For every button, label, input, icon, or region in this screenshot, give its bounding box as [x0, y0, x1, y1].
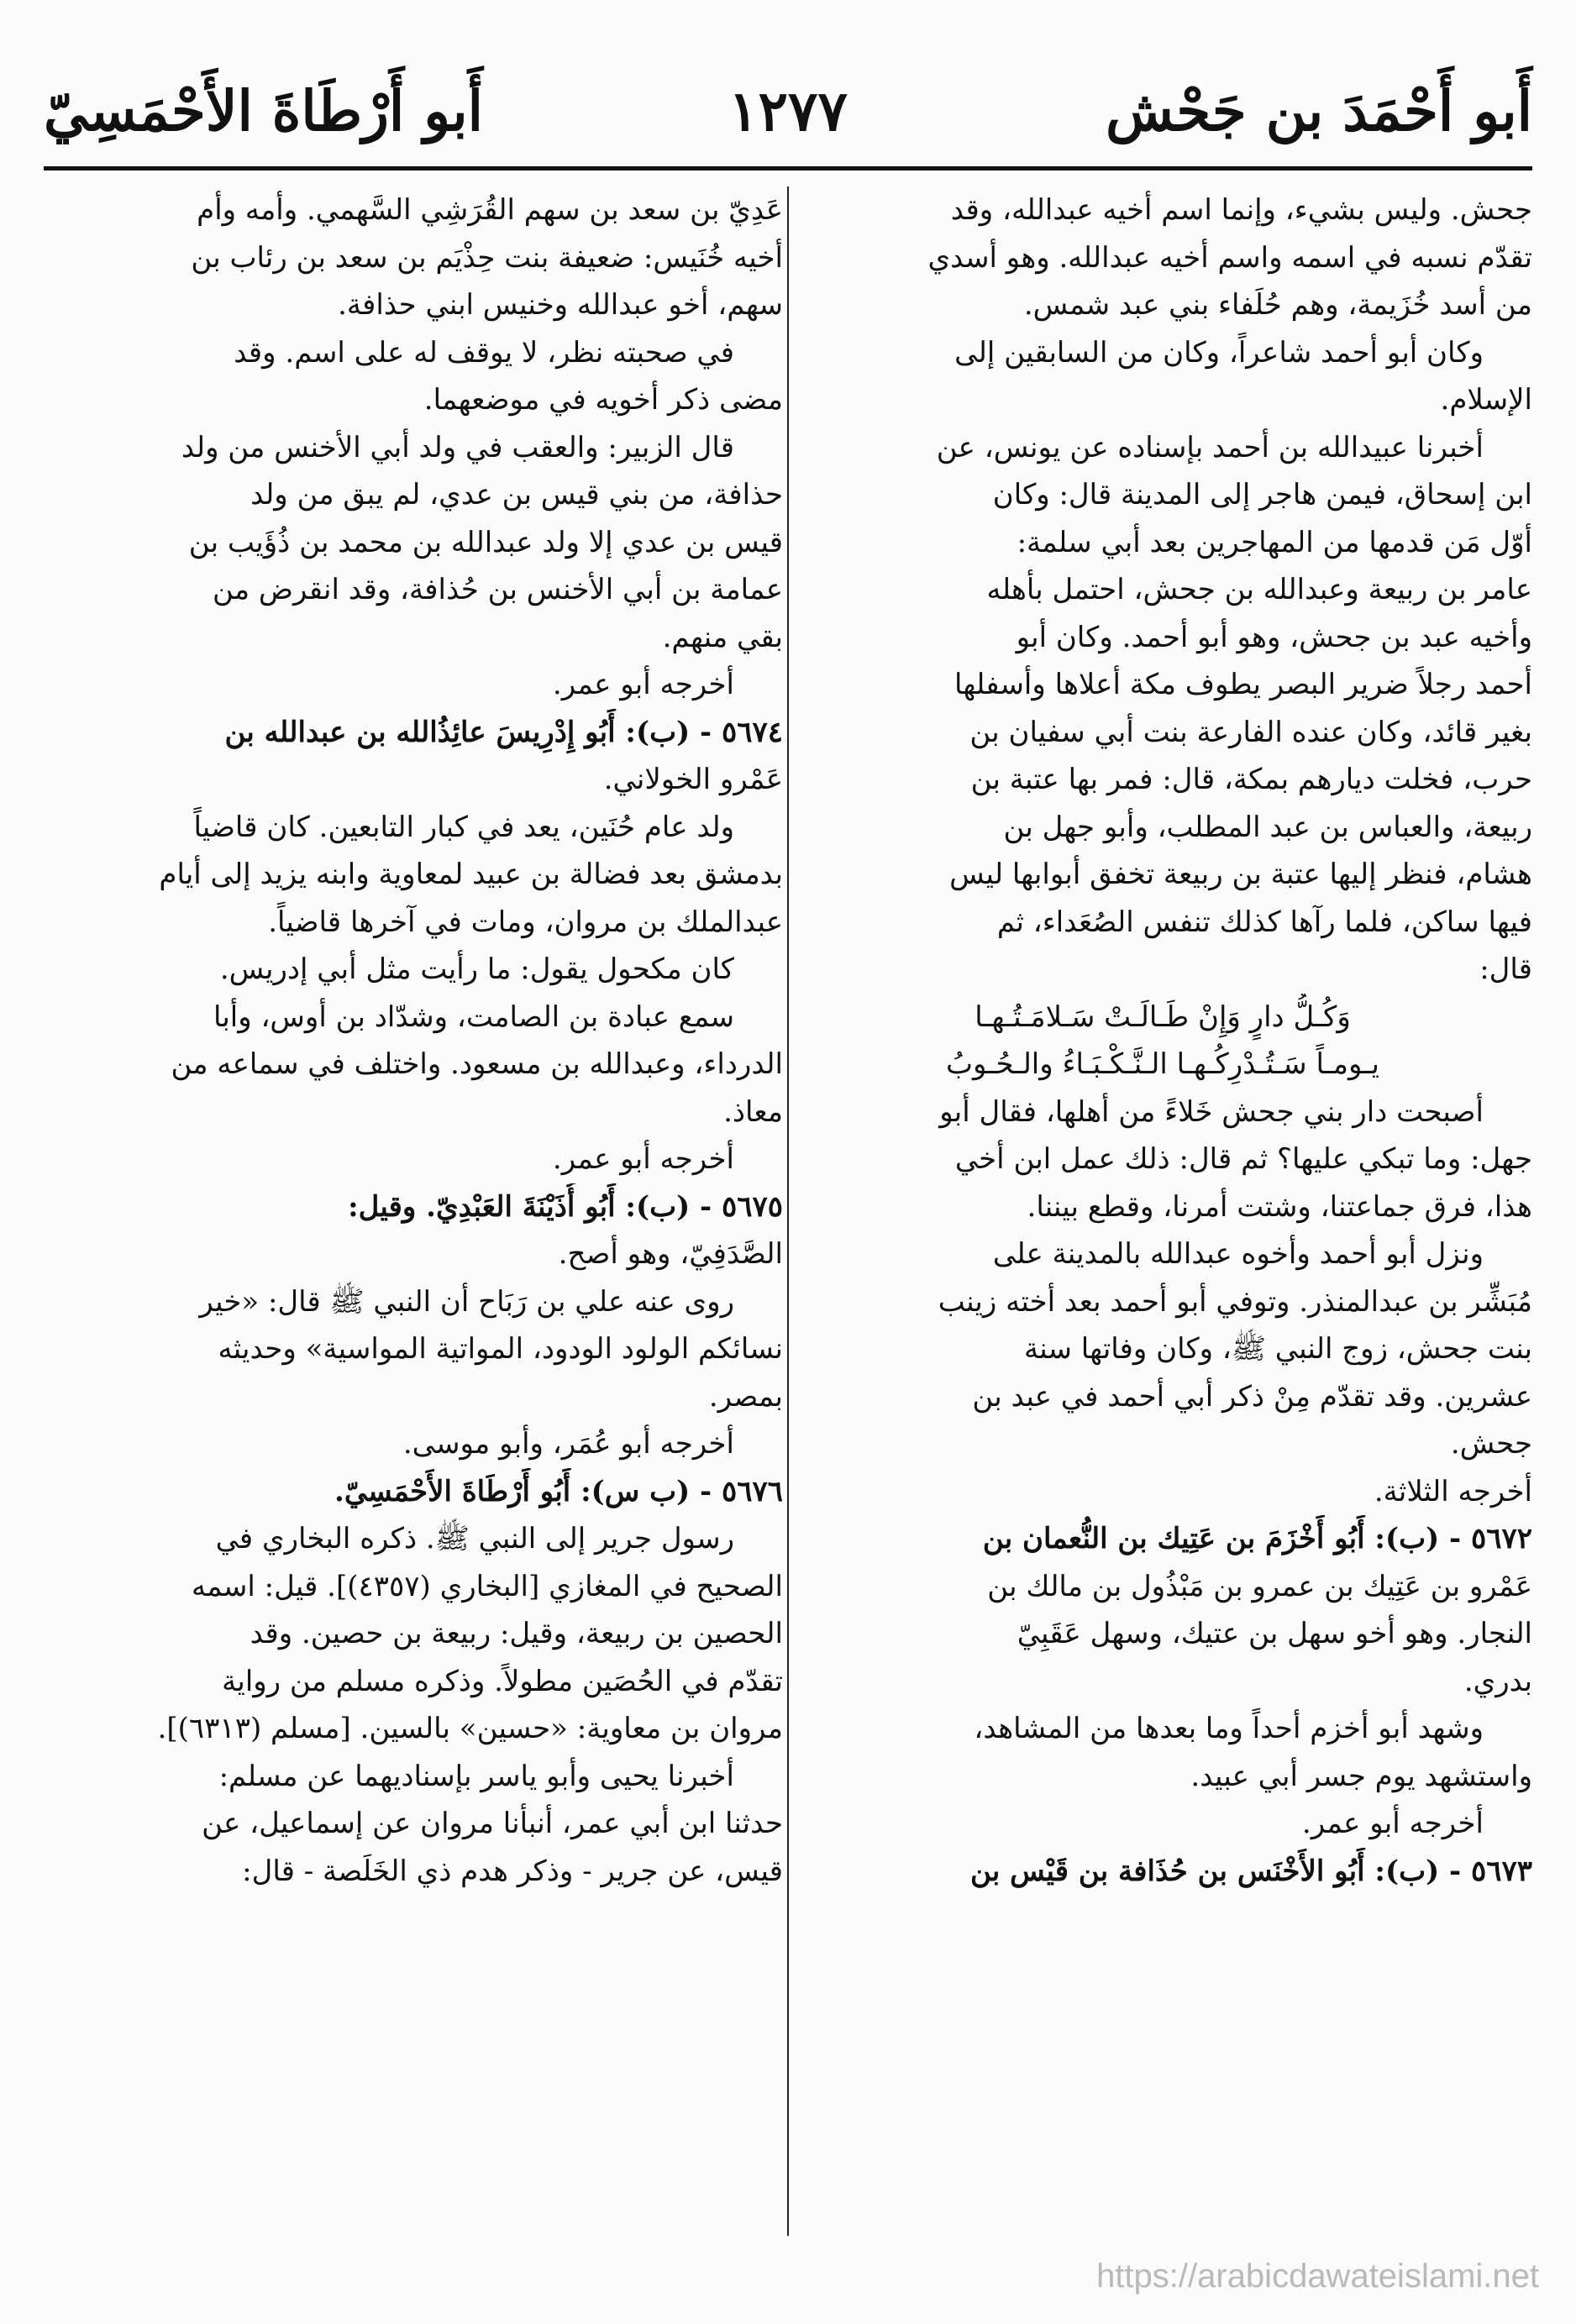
- entry-heading: ٥٦٧٦ - (ب س): أَبُو أَرْطَاةَ الأَحْمَسِيّ.: [334, 1474, 783, 1508]
- text-line: عَمْرو الخولاني.: [603, 763, 783, 796]
- text-line: ابن إسحاق، فيمن هاجر إلى المدينة قال: وكان: [992, 478, 1532, 511]
- text-line: قال الزبير: والعقب في ولد أبي الأخنس من ولد: [181, 430, 734, 464]
- right-text-column: [793, 186, 1532, 2248]
- text-line: نسائكم الولود الودود، المواتية المواسية» وحديثه: [218, 1332, 783, 1366]
- text-line: ونزل أبو أحمد وأخوه عبدالله بالمدينة على: [992, 1237, 1484, 1271]
- text-line: أخرجه أبو عمر.: [552, 668, 734, 701]
- entry-heading: ٥٦٧٢ - (ب): أَبُو أَخْزَمَ بن عَتِيك بن النُّعمان بن: [982, 1522, 1532, 1555]
- running-title-right: أَبو أَحْمَدَ بن جَحْش: [1106, 78, 1532, 144]
- text-line: هشام، فنظر إليها عتبة بن ربيعة تخفق أبوابها ليس: [949, 858, 1532, 891]
- text-line: تقدّم في الحُصَين مطولاً. وذكره مسلم من رواية: [222, 1664, 783, 1698]
- text-line: حرب، فخلت ديارهم بمكة، قال: فمر بها عتبة بن: [970, 763, 1532, 796]
- text-line: في صحبته نظر، لا يوقف له على اسم. وقد: [234, 335, 734, 370]
- text-line: أخرجه أبو عمر.: [1301, 1807, 1484, 1840]
- text-line: أخرجه أبو عُمَر، وأبو موسى.: [402, 1427, 734, 1461]
- text-line: جهل: وما تبكي عليها؟ ثم قال: ذلك عمل ابن أخي: [954, 1142, 1532, 1176]
- entry-heading: ٥٦٧٤ - (ب): أَبُو إِدْرِيسَ عائِذُالله بن عبدالله بن: [224, 715, 783, 749]
- text-line: بدمشق بعد فضالة بن عبيد لمعاوية وابنه يزيد إلى أيام: [159, 858, 783, 891]
- text-line: ربيعة، والعباس بن عبد المطلب، وأبو جهل بن: [1003, 810, 1532, 844]
- text-line: أخرجه أبو عمر.: [552, 1142, 734, 1176]
- text-line: أخبرنا يحيى وأبو ياسر بإسناديهما عن مسلم:: [218, 1759, 734, 1793]
- page-number: ١٢٧٧: [728, 78, 848, 144]
- entry-heading: ٥٦٧٣ - (ب): أَبُو الأَخْنَس بن حُذَافة بن قَيْس بن: [969, 1854, 1532, 1888]
- text-line: الصَّدَفِيّ، وهو أصح.: [558, 1237, 783, 1271]
- text-line: الدرداء، وعبدالله بن مسعود. واختلف في سماعه من: [171, 1047, 783, 1081]
- text-line: أخيه خُنَيس: ضعيفة بنت حِذْيَم بن سعد بن رئاب بن: [191, 240, 783, 275]
- text-line: عَدِيّ بن سعد بن سهم القُرَشِي السَّهمي. وأمه وأم: [197, 193, 783, 227]
- text-line: عبدالملك بن مروان، ومات في آخرها قاضياً.: [268, 905, 783, 939]
- text-line: حدثنا ابن أبي عمر، أنبأنا مروان عن إسماعيل، عن: [202, 1807, 783, 1840]
- text-line: فيها ساكن، فلما رآها كذلك تنفس الصُعَداء، ثم: [996, 905, 1532, 939]
- text-line: سمع عبادة بن الصامت، وشدّاد بن أوس، وأبا: [213, 999, 734, 1034]
- running-title-left: أَبو أَرْطَاةَ الأَحْمَسِيّ: [44, 78, 484, 144]
- text-line: كان مكحول يقول: ما رأيت مثل أبي إدريس.: [219, 952, 734, 986]
- text-line: جحش. وليس بشيء، وإنما اسم أخيه عبدالله، وقد: [950, 193, 1532, 227]
- text-line: أحمد رجلاً ضرير البصر يطوف مكة أعلاها وأسفلها: [953, 668, 1532, 701]
- text-line: أصبحت دار بني جحش خَلاءً من أهلها، فقال أبو: [939, 1094, 1484, 1129]
- text-line: بقي منهم.: [662, 620, 783, 654]
- page-header: [44, 69, 1532, 161]
- text-line: عمامة بن أبي الأخنس بن حُذافة، وقد انقرض من: [213, 573, 783, 606]
- text-line: مروان بن معاوية: «حسين» بالسين. [مسلم (٦٣١٣)].: [157, 1712, 783, 1745]
- text-line: الإسلام.: [1440, 383, 1532, 417]
- left-text-column: [44, 186, 783, 2248]
- poem-verse: يـومـاً سَـتُـدْرِكُـهـا الـنَّـكْـبَـاءُ والـحُـوبُ: [946, 1047, 1379, 1081]
- text-line: الصحيح في المغازي [البخاري (٤٣٥٧)]. قيل: اسمه: [191, 1569, 783, 1603]
- text-line: وكان أبو أحمد شاعراً، وكان من السابقين إلى: [954, 335, 1484, 370]
- text-line: جحش.: [1450, 1427, 1532, 1461]
- text-line: مُبَشِّر بن عبدالمنذر. وتوفي أبو أحمد بعد أخته زينب: [938, 1284, 1532, 1319]
- text-line: بمصر.: [708, 1379, 783, 1414]
- text-line: حذافة، من بني قيس بن عدي، لم يبق من ولد: [250, 478, 783, 511]
- text-line: قيس، عن جرير - وذكر هدم ذي الخَلَصة - قال:: [242, 1854, 783, 1888]
- text-line: روى عنه علي بن رَبَاح أن النبي ﷺ قال: «خير: [199, 1284, 734, 1319]
- watermark-url: https://arabicdawateislami.net: [1096, 2258, 1539, 2295]
- text-line: بغير قائد، وكان عنده الفارعة بنت أبي سفيان بن: [969, 715, 1532, 749]
- text-line: عشرين. وقد تقدّم مِنْ ذكر أبي أحمد في عبد بن: [972, 1379, 1532, 1414]
- text-line: النجار. وهو أخو سهل بن عتيك، وسهل عَقَبِيّ: [1017, 1617, 1532, 1650]
- text-line: سهم، أخو عبدالله وخنيس ابني حذافة.: [338, 288, 783, 322]
- text-line: هذا، فرق جماعتنا، وشتت أمرنا، وقطع بيننا.: [1027, 1189, 1532, 1224]
- text-line: معاذ.: [723, 1094, 783, 1129]
- text-line: قال:: [1479, 952, 1532, 986]
- text-line: ولد عام حُنَين، يعد في كبار التابعين. كان قاضياً: [193, 810, 734, 844]
- header-rule: [44, 166, 1532, 170]
- text-line: رسول جرير إلى النبي ﷺ. ذكره البخاري في: [215, 1522, 734, 1555]
- text-line: أوّل مَن قدمها من المهاجرين بعد أبي سلمة:: [1017, 525, 1532, 559]
- poem-verse: وَكُـلُّ دارٍ وَإِنْ طَـالَـتْ سَـلامَـتُـهـا: [974, 999, 1351, 1034]
- text-line: أخبرنا عبيدالله بن أحمد بإسناده عن يونس، عن: [936, 430, 1484, 464]
- text-line: وأخيه عبد بن جحش، وهو أبو أحمد. وكان أبو: [1016, 620, 1532, 654]
- entry-heading: ٥٦٧٥ - (ب): أَبُو أُذَيْنَةَ العَبْدِيّ. وقيل:: [348, 1189, 783, 1224]
- text-line: أخرجه الثلاثة.: [1374, 1474, 1532, 1508]
- text-line: تقدّم نسبه في اسمه واسم أخيه عبدالله. وهو أسدي: [927, 240, 1532, 275]
- text-line: من أسد خُزَيمة، وهم حُلَفاء بني عبد شمس.: [1023, 288, 1532, 322]
- text-line: واستشهد يوم جسر أبي عبيد.: [1190, 1759, 1532, 1793]
- text-line: قيس بن عدي إلا ولد عبدالله بن محمد بن ذُؤَيب بن: [188, 525, 783, 559]
- text-line: بنت جحش، زوج النبي ﷺ، وكان وفاتها سنة: [1024, 1332, 1532, 1366]
- text-line: مضى ذكر أخويه في موضعهما.: [423, 383, 783, 417]
- column-divider: [787, 186, 789, 2236]
- text-line: وشهد أبو أخزم أحداً وما بعدها من المشاهد،: [974, 1712, 1484, 1745]
- text-line: عَمْرو بن عَتِيك بن عمرو بن مَبْذُول بن مالك بن: [987, 1569, 1532, 1603]
- text-line: عامر بن ربيعة وعبدالله بن جحش، احتمل بأهله: [986, 573, 1532, 606]
- text-line: بدري.: [1463, 1664, 1532, 1698]
- text-line: الحصين بن ربيعة، وقيل: ربيعة بن حصين. وقد: [250, 1617, 783, 1650]
